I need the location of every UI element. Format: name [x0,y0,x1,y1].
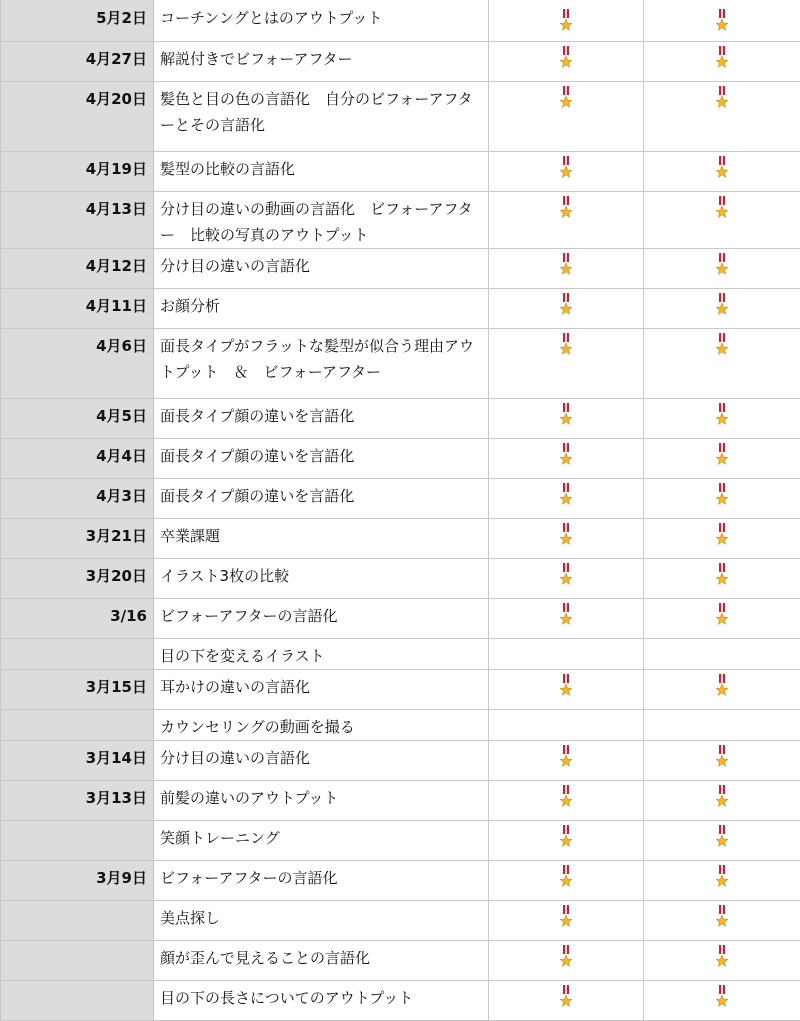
medal-cell-b[interactable] [644,289,800,329]
table-row [1,710,800,741]
medal-cell-a[interactable] [489,399,644,439]
medal-cell-a[interactable] [489,519,644,559]
medal-cell-b[interactable] [644,821,800,861]
date-cell[interactable]: 3月20日 [1,559,154,599]
task-cell[interactable]: 耳かけの違いの言語化 [154,670,489,710]
medal-cell-a[interactable] [489,439,644,479]
medal-cell-a[interactable] [489,0,644,42]
task-cell[interactable]: 分け目の違いの言語化 [154,249,489,289]
medal-cell-a[interactable] [489,192,644,249]
medal-cell-b[interactable] [644,479,800,519]
military-medal-icon [716,253,728,277]
military-medal-icon [560,523,572,547]
table-row [1,192,800,249]
table-row [1,289,800,329]
table-row [1,861,800,901]
medal-cell-b[interactable] [644,82,800,152]
medal-cell-a[interactable] [489,329,644,399]
table-row [1,821,800,861]
date-cell[interactable] [1,639,154,670]
military-medal-icon [716,9,728,33]
table-row [1,941,800,981]
date-cell[interactable] [1,821,154,861]
table-row [1,670,800,710]
military-medal-icon [716,985,728,1009]
task-cell[interactable]: 卒業課題 [154,519,489,559]
task-cell[interactable]: 笑顔トレーニング [154,821,489,861]
table-row [1,741,800,781]
military-medal-icon [716,603,728,627]
date-cell[interactable]: 4月20日 [1,82,154,152]
medal-cell-b[interactable] [644,192,800,249]
medal-cell-b[interactable] [644,559,800,599]
military-medal-icon [560,905,572,929]
military-medal-icon [560,443,572,467]
table-row [1,639,800,670]
military-medal-icon [716,333,728,357]
medal-cell-b[interactable] [644,329,800,399]
military-medal-icon [560,745,572,769]
date-cell[interactable] [1,901,154,941]
medal-cell-a[interactable] [489,741,644,781]
medal-cell-a[interactable] [489,941,644,981]
military-medal-icon [560,196,572,220]
military-medal-icon [716,563,728,587]
task-cell[interactable]: 解説付きでビフォーアフター [154,42,489,82]
military-medal-icon [716,196,728,220]
medal-cell-b[interactable] [644,901,800,941]
military-medal-icon [560,253,572,277]
task-cell[interactable]: 目の下を変えるイラスト [154,639,489,670]
task-cell[interactable]: 髪型の比較の言語化 [154,152,489,192]
task-cell[interactable]: ビフォーアフターの言語化 [154,599,489,639]
table-row [1,781,800,821]
table-row [1,249,800,289]
medal-cell-a[interactable] [489,821,644,861]
table-row [1,82,800,152]
military-medal-icon [560,333,572,357]
military-medal-icon [560,156,572,180]
date-cell[interactable]: 3月21日 [1,519,154,559]
task-cell[interactable]: イラスト3枚の比較 [154,559,489,599]
task-cell[interactable]: 目の下の長さについてのアウトプット [154,981,489,1021]
medal-cell-a[interactable] [489,249,644,289]
military-medal-icon [716,945,728,969]
medal-cell-b[interactable] [644,399,800,439]
task-cell[interactable]: お顔分析 [154,289,489,329]
date-cell[interactable]: 4月19日 [1,152,154,192]
military-medal-icon [716,46,728,70]
medal-cell-b[interactable] [644,0,800,42]
table-row [1,399,800,439]
table-row [1,439,800,479]
medal-cell-a[interactable] [489,781,644,821]
medal-cell-a[interactable] [489,670,644,710]
military-medal-icon [560,603,572,627]
medal-cell-b[interactable] [644,941,800,981]
task-cell[interactable]: 面長タイプ顔の違いを言語化 [154,399,489,439]
task-cell[interactable]: 面長タイプがフラットな髪型が似合う理由アウトプット ＆ ビフォーアフター [154,329,489,399]
medal-cell-a[interactable] [489,479,644,519]
date-cell[interactable]: 4月11日 [1,289,154,329]
date-cell[interactable]: 4月4日 [1,439,154,479]
date-cell[interactable]: 3月15日 [1,670,154,710]
task-cell[interactable]: 面長タイプ顔の違いを言語化 [154,439,489,479]
medal-cell-b[interactable] [644,781,800,821]
medal-cell-a[interactable] [489,861,644,901]
medal-cell-b[interactable] [644,710,800,741]
medal-cell-a[interactable] [489,901,644,941]
table-row [1,599,800,639]
task-cell[interactable]: 美点探し [154,901,489,941]
medal-cell-a[interactable] [489,152,644,192]
military-medal-icon [560,985,572,1009]
medal-cell-a[interactable] [489,710,644,741]
military-medal-icon [716,865,728,889]
military-medal-icon [560,9,572,33]
military-medal-icon [560,785,572,809]
task-cell[interactable]: 分け目の違いの言語化 [154,741,489,781]
medal-cell-b[interactable] [644,741,800,781]
medal-cell-a[interactable] [489,981,644,1021]
table-row [1,0,800,42]
date-cell[interactable]: 4月27日 [1,42,154,82]
date-cell[interactable]: 4月3日 [1,479,154,519]
medal-cell-b[interactable] [644,249,800,289]
date-cell[interactable]: 4月13日 [1,192,154,249]
military-medal-icon [716,745,728,769]
military-medal-icon [716,403,728,427]
military-medal-icon [716,483,728,507]
task-cell[interactable]: カウンセリングの動画を撮る [154,710,489,741]
task-cell[interactable]: 分け目の違いの動画の言語化 ビフォーアフター 比較の写真のアウトプット [154,192,489,249]
medal-cell-a[interactable] [489,82,644,152]
military-medal-icon [560,46,572,70]
military-medal-icon [560,483,572,507]
medal-cell-b[interactable] [644,861,800,901]
date-cell[interactable] [1,941,154,981]
military-medal-icon [716,523,728,547]
date-cell[interactable]: 4月6日 [1,329,154,399]
medal-cell-b[interactable] [644,439,800,479]
task-cell[interactable]: 顔が歪んで見えることの言語化 [154,941,489,981]
medal-cell-b[interactable] [644,42,800,82]
table-row [1,519,800,559]
task-cell[interactable]: 面長タイプ顔の違いを言語化 [154,479,489,519]
date-cell[interactable]: 5月2日 [1,0,154,42]
table-row [1,901,800,941]
military-medal-icon [560,293,572,317]
military-medal-icon [716,156,728,180]
military-medal-icon [716,825,728,849]
military-medal-icon [560,403,572,427]
date-cell[interactable]: 3月13日 [1,781,154,821]
military-medal-icon [716,905,728,929]
medal-cell-a[interactable] [489,289,644,329]
medal-cell-b[interactable] [644,981,800,1021]
medal-cell-a[interactable] [489,599,644,639]
table-row [1,559,800,599]
military-medal-icon [560,563,572,587]
task-cell[interactable]: コーチンングとはのアウトプット [154,0,489,42]
date-cell[interactable]: 3月14日 [1,741,154,781]
medal-cell-b[interactable] [644,639,800,670]
military-medal-icon [716,443,728,467]
medal-cell-b[interactable] [644,152,800,192]
date-cell[interactable]: 4月5日 [1,399,154,439]
task-cell[interactable]: 髪色と目の色の言語化 自分のビフォーアフターとその言語化 [154,82,489,152]
medal-cell-b[interactable] [644,599,800,639]
military-medal-icon [716,785,728,809]
medal-cell-a[interactable] [489,639,644,670]
military-medal-icon [560,674,572,698]
medal-cell-a[interactable] [489,42,644,82]
table-row [1,479,800,519]
medal-cell-b[interactable] [644,519,800,559]
medal-cell-a[interactable] [489,559,644,599]
date-cell[interactable] [1,981,154,1021]
military-medal-icon [560,865,572,889]
task-cell[interactable]: 前髪の違いのアウトプット [154,781,489,821]
table-row [1,42,800,82]
date-cell[interactable]: 4月12日 [1,249,154,289]
table-row [1,152,800,192]
medal-cell-b[interactable] [644,670,800,710]
table-row [1,329,800,399]
date-cell[interactable]: 3月9日 [1,861,154,901]
date-cell[interactable] [1,710,154,741]
military-medal-icon [716,293,728,317]
military-medal-icon [560,825,572,849]
date-cell[interactable]: 3/16 [1,599,154,639]
military-medal-icon [560,945,572,969]
table-row [1,981,800,1021]
military-medal-icon [560,86,572,110]
task-table-body [1,0,800,1021]
task-cell[interactable]: ビフォーアフターの言語化 [154,861,489,901]
military-medal-icon [716,674,728,698]
military-medal-icon [716,86,728,110]
